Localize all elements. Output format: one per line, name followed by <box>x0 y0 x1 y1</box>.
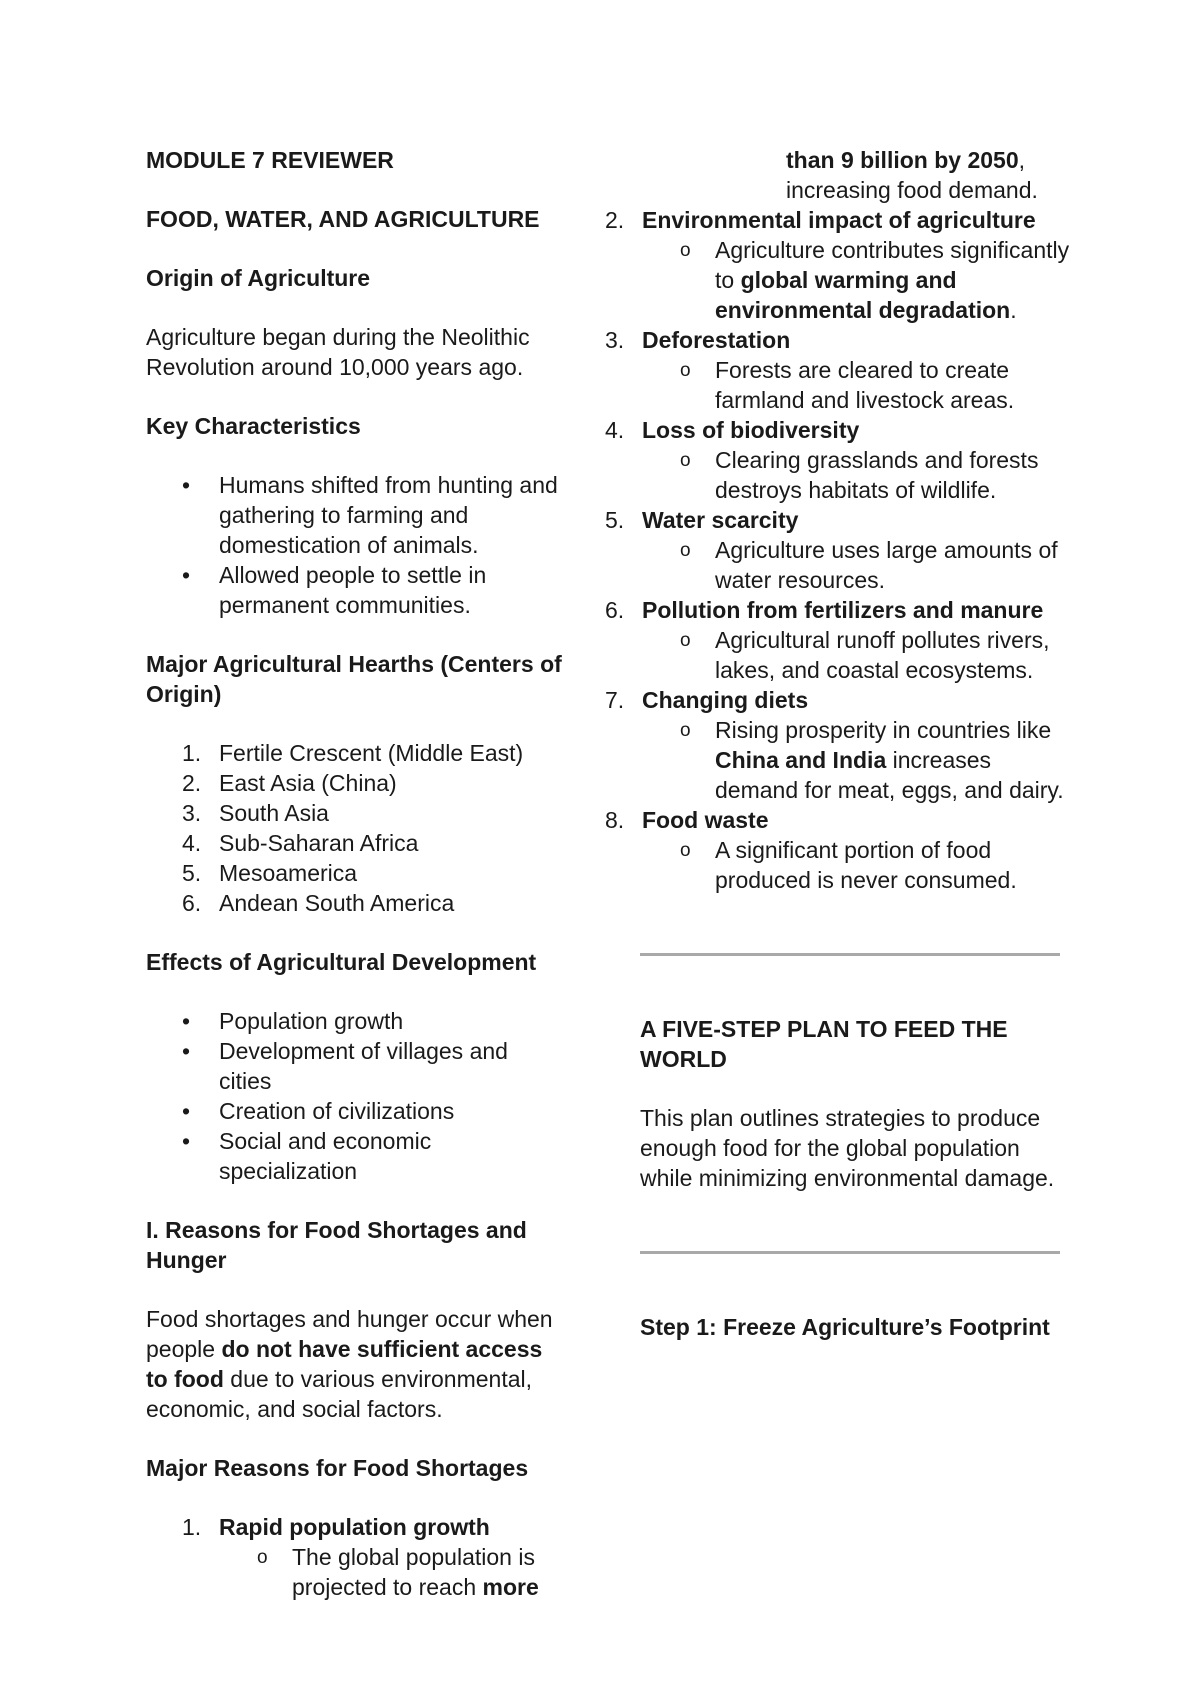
right-column <box>605 145 1070 1342</box>
list-item: 3. Deforestation o Forests are cleared to create farmland and livestock areas. <box>642 325 1070 415</box>
sub-list <box>642 625 1070 685</box>
hearths-list <box>146 738 566 918</box>
reasons-list-part1 <box>146 1512 566 1602</box>
list-item: 2. East Asia (China) <box>182 770 397 796</box>
sub-item: o Rising prosperity in countries like China and India increases demand for meat, eggs, and dairy. <box>715 715 1070 805</box>
sub-item: o Agriculture contributes significantly to global warming and environmental degradation. <box>715 235 1070 325</box>
sub-item: o Agriculture uses large amounts of water resources. <box>715 535 1070 595</box>
list-item: • Development of villages and cities <box>219 1036 566 1096</box>
plan-text: This plan outlines strategies to produce enough food for the global population while minimizing environmental damage. <box>640 1105 1055 1191</box>
sub-list <box>219 1542 566 1602</box>
list-item-continued <box>713 145 1070 205</box>
sub-list <box>642 715 1070 805</box>
list-item: 1. Rapid population growth o The global population is projected to reach more <box>219 1512 566 1602</box>
sub-item: o A significant portion of food produced is never consumed. <box>715 835 1070 895</box>
origin-text: Agriculture began during the Neolithic Revolution around 10,000 years ago. <box>146 324 530 380</box>
module-title: MODULE 7 REVIEWER <box>146 147 394 173</box>
reasons-heading: I. Reasons for Food Shortages and Hunger <box>146 1217 527 1273</box>
hearths-heading: Major Agricultural Hearths (Centers of Origin) <box>146 651 562 707</box>
plan-heading: A FIVE-STEP PLAN TO FEED THE WORLD <box>640 1016 1008 1072</box>
key-characteristics-heading: Key Characteristics <box>146 413 361 439</box>
list-item: • Humans shifted from hunting and gathering to farming and domestication of animals. <box>219 470 566 560</box>
key-characteristics-list <box>146 470 566 620</box>
list-item: • Population growth <box>219 1006 566 1036</box>
list-item: 4. Sub-Saharan Africa <box>182 830 419 856</box>
list-item: • Social and economic specialization <box>219 1126 566 1186</box>
list-item: 7. Changing diets o Rising prosperity in countries like China and India increases demand for meat, eggs, and dairy. <box>642 685 1070 805</box>
list-item: 8. Food waste o A significant portion of food produced is never consumed. <box>642 805 1070 895</box>
effects-list <box>146 1006 566 1186</box>
sub-item: o The global population is projected to reach more <box>292 1542 566 1602</box>
list-item: 6. Pollution from fertilizers and manure o Agricultural runoff pollutes rivers, lakes, and coastal ecosystems. <box>642 595 1070 685</box>
list-item: 2. Environmental impact of agriculture o Agriculture contributes significantly to global warming and environmental degradation. <box>642 205 1070 325</box>
sub-item: o Clearing grasslands and forests destroys habitats of wildlife. <box>715 445 1070 505</box>
list-item: 5. Water scarcity o Agriculture uses large amounts of water resources. <box>642 505 1070 595</box>
reasons-list-part2 <box>640 145 1070 205</box>
list-item: • Allowed people to settle in permanent communities. <box>219 560 566 620</box>
sub-item: o Agricultural runoff pollutes rivers, lakes, and coastal ecosystems. <box>715 625 1070 685</box>
step1-heading: Step 1: Freeze Agriculture’s Footprint <box>640 1314 1050 1340</box>
list-item: 5. Mesoamerica <box>182 860 358 886</box>
effects-heading: Effects of Agricultural Development <box>146 949 537 975</box>
sub-list <box>642 235 1070 325</box>
list-item: • Creation of civilizations <box>219 1096 566 1126</box>
list-item: 6. Andean South America <box>182 890 455 916</box>
sub-item-continued: than 9 billion by 2050, increasing food demand. <box>786 147 1038 203</box>
origin-heading: Origin of Agriculture <box>146 265 371 291</box>
sub-list <box>642 535 1070 595</box>
left-column <box>146 145 566 1602</box>
sub-item: o Forests are cleared to create farmland and livestock areas. <box>715 355 1070 415</box>
sub-list <box>642 835 1070 895</box>
sub-list <box>642 445 1070 505</box>
list-item: 1. Fertile Crescent (Middle East) <box>182 740 524 766</box>
topic-title: FOOD, WATER, AND AGRICULTURE <box>146 206 540 232</box>
major-reasons-heading: Major Reasons for Food Shortages <box>146 1455 529 1481</box>
list-item: 4. Loss of biodiversity o Clearing grasslands and forests destroys habitats of wildlife. <box>642 415 1070 505</box>
reasons-list-right <box>569 205 1070 895</box>
list-item: 3. South Asia <box>182 800 329 826</box>
sub-list <box>642 355 1070 415</box>
reasons-text: Food shortages and hunger occur when people do not have sufficient access to food due to various environmental, economic, and social factors. <box>146 1306 553 1422</box>
